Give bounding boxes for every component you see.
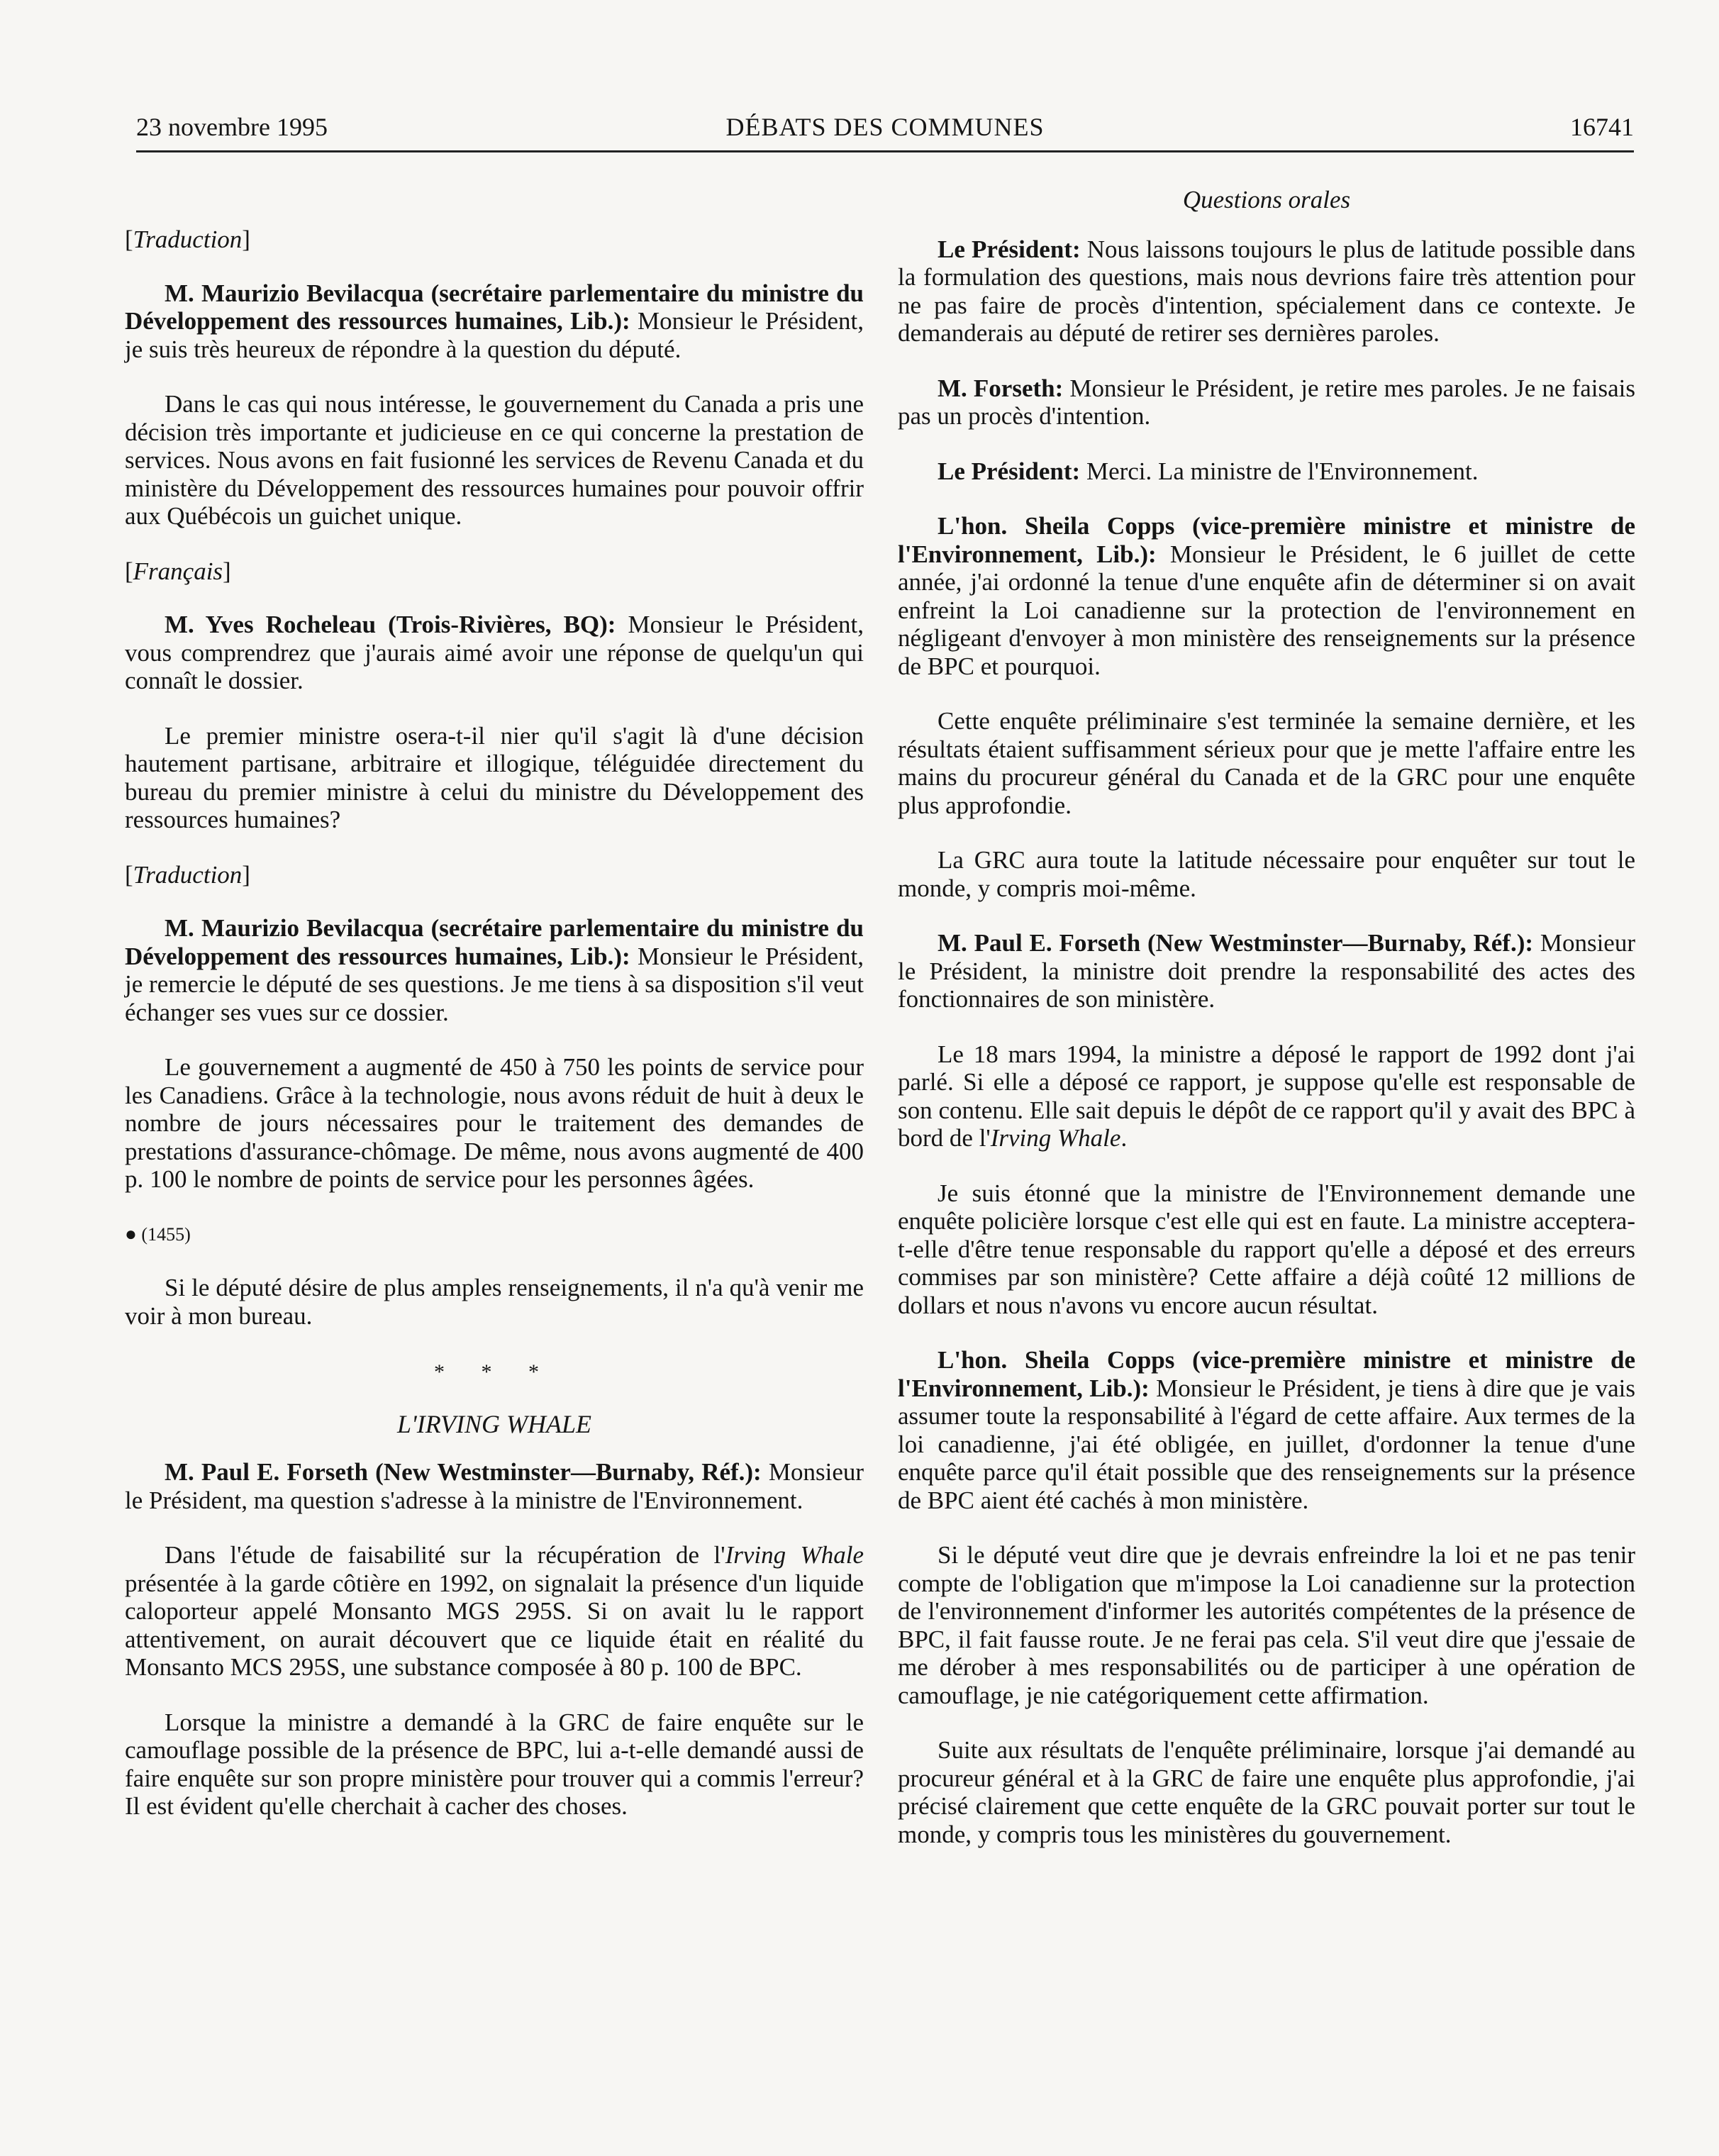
paragraph: Je suis étonné que la ministre de l'Environnement demande une enquête policière lorsque c'est elle qui est en faute. La ministre acceptera-t-elle d'être tenue responsable du rapport qu'elle a déposé et des erreurs commises par son ministère? Cette affaire a déjà coûté 12 millions de dollars et nous n'avons vu encore aucun résultat. <box>898 1179 1635 1319</box>
paragraph: M. Paul E. Forseth (New Westminster—Burnaby, Réf.): Monsieur le Président, ma question s'adresse à la ministre de l'Environnement. <box>125 1458 864 1514</box>
speaker-name: M. Forseth: <box>938 374 1064 402</box>
paragraph: Dans le cas qui nous intéresse, le gouvernement du Canada a pris une décision très importante et judicieuse en ce qui concerne la prestation de services. Nous avons en fait fusionné les services de Revenu Canada et du ministère du Développement des ressources humaines pour pouvoir offrir aux Québécois un guichet unique. <box>125 390 864 530</box>
speaker-name: Le Président: <box>938 235 1081 263</box>
ship-name: Irving Whale <box>725 1541 864 1569</box>
paragraph: Le Président: Nous laissons toujours le plus de latitude possible dans la formulation des questions, mais nous devrions faire très attention pour ne pas faire de procès d'intention, spécialement dans ce contexte. Je demanderais au député de retirer ses dernières paroles. <box>898 235 1635 347</box>
column-heading: Questions orales <box>1182 186 1351 213</box>
speaker-name: M. Paul E. Forseth (New Westminster—Burnaby, Réf.): <box>938 929 1533 957</box>
paragraph: M. Maurizio Bevilacqua (secrétaire parlementaire du ministre du Développement des ressources humaines, Lib.): Monsieur le Président, je suis très heureux de répondre à la question du député. <box>125 279 864 363</box>
paragraph: Si le député désire de plus amples renseignements, il n'a qu'à venir me voir à mon bureau. <box>125 1274 864 1330</box>
header-page-number: 16741 <box>1570 113 1634 141</box>
paragraph: M. Forseth: Monsieur le Président, je retire mes paroles. Je ne faisais pas un procès d'intention. <box>898 374 1635 430</box>
section-separator: * * * <box>434 1360 555 1384</box>
right-column <box>898 186 1635 1875</box>
section-title: L'IRVING WHALE <box>396 1409 592 1438</box>
paragraph: Suite aux résultats de l'enquête préliminaire, lorsque j'ai demandé au procureur général et à la GRC de faire une enquête plus approfondie, j'ai précisé clairement que cette enquête de la GRC pouvait porter sur tout le monde, y compris tous les ministères du gouvernement. <box>898 1736 1635 1848</box>
header-title: DÉBATS DES COMMUNES <box>725 113 1045 141</box>
language-note: [Traduction] <box>125 860 250 889</box>
paragraph: M. Paul E. Forseth (New Westminster—Burnaby, Réf.): Monsieur le Président, la ministre doit prendre la responsabilité des actes des fonctionnaires de son ministère. <box>898 929 1635 1013</box>
speaker-name: L'hon. Sheila Copps (vice-première ministre et ministre de l'Environnement, Lib.): <box>898 1346 1635 1402</box>
language-note: [Français] <box>125 557 231 585</box>
paragraph: Dans l'étude de faisabilité sur la récupération de l'Irving Whale présentée à la garde côtière en 1992, on signalait la présence d'un liquide caloporteur appelé Monsanto MGS 295S. Si on avait lu le rapport attentivement, on aurait découvert que ce liquide était en réalité du Monsanto MCS 295S, une substance composée à 80 p. 100 de BPC. <box>125 1541 864 1681</box>
paragraph: L'hon. Sheila Copps (vice-première ministre et ministre de l'Environnement, Lib.): Monsieur le Président, je tiens à dire que je vais assumer toute la responsabilité à l'égard de cette affaire. Aux termes de la loi canadienne, j'ai été obligée, en juillet, d'ordonner la tenue d'une enquête parce qu'il était possible que des renseignements sur la présence de BPC aient été cachés à mon ministère. <box>898 1346 1635 1514</box>
paragraph: Le Président: Merci. La ministre de l'Environnement. <box>938 457 1479 485</box>
paragraph: Le 18 mars 1994, la ministre a déposé le rapport de 1992 dont j'ai parlé. Si elle a déposé ce rapport, je suppose qu'elle est responsable de son contenu. Elle sait depuis le dépôt de ce rapport qu'il y avait des BPC à bord de l'Irving Whale. <box>898 1040 1635 1152</box>
timestamp: ● (1455) <box>125 1223 191 1245</box>
speaker-name: M. Maurizio Bevilacqua (secrétaire parlementaire du ministre du Développement des ressources humaines, Lib.): <box>125 279 864 335</box>
paragraph: Le gouvernement a augmenté de 450 à 750 les points de service pour les Canadiens. Grâce à la technologie, nous avons réduit de huit à deux le nombre de jours nécessaires pour le traitement des demandes de prestations d'assurance-chômage. De même, nous avons augmenté de 400 p. 100 le nombre de points de service pour les personnes âgées. <box>125 1053 864 1193</box>
paragraph: Lorsque la ministre a demandé à la GRC de faire enquête sur le camouflage possible de la présence de BPC, lui a-t-elle demandé aussi de faire enquête sur son propre ministère pour trouver qui a commis l'erreur? Il est évident qu'elle cherchait à cacher des choses. <box>125 1708 864 1820</box>
paragraph: L'hon. Sheila Copps (vice-première ministre et ministre de l'Environnement, Lib.): Monsieur le Président, le 6 juillet de cette année, j'ai ordonné la tenue d'une enquête afin de déterminer si on avait enfreint la Loi canadienne sur la protection de l'environnement en négligeant d'envoyer à mon ministère des renseignements sur la présence de BPC et pourquoi. <box>898 512 1635 680</box>
speaker-name: L'hon. Sheila Copps (vice-première ministre et ministre de l'Environnement, Lib.): <box>898 512 1635 568</box>
speaker-name: M. Maurizio Bevilacqua (secrétaire parlementaire du ministre du Développement des ressources humaines, Lib.): <box>125 914 864 970</box>
left-column <box>125 186 864 1847</box>
ship-name: Irving Whale <box>990 1124 1121 1152</box>
paragraph: Cette enquête préliminaire s'est terminée la semaine dernière, et les résultats étaient suffisamment sérieux pour que je mette l'affaire entre les mains du procureur général du Canada et de la GRC pour une enquête plus approfondie. <box>898 707 1635 819</box>
bullet-icon: ● <box>125 1223 137 1245</box>
speaker-name: Le Président: <box>938 457 1081 485</box>
speaker-name: M. Yves Rocheleau (Trois-Rivières, BQ): <box>165 611 616 638</box>
page-header <box>136 106 1634 152</box>
paragraph: La GRC aura toute la latitude nécessaire pour enquêter sur tout le monde, y compris moi-même. <box>898 846 1635 902</box>
paragraph: Si le député veut dire que je devrais enfreindre la loi et ne pas tenir compte de l'obligation que m'impose la Loi canadienne sur la protection de l'environnement d'informer les autorités compétentes de la présence de BPC, il fait fausse route. Je ne ferai pas cela. S'il veut dire que j'essaie de me dérober à mes responsabilités ou de participer à une opération de camouflage, je nie catégoriquement cette affirmation. <box>898 1541 1635 1709</box>
paragraph: M. Maurizio Bevilacqua (secrétaire parlementaire du ministre du Développement des ressources humaines, Lib.): Monsieur le Président, je remercie le député de ses questions. Je me tiens à sa disposition s'il veut échanger ses vues sur ce dossier. <box>125 914 864 1026</box>
language-note: [Traduction] <box>125 226 250 253</box>
paragraph: M. Yves Rocheleau (Trois-Rivières, BQ): Monsieur le Président, vous comprendrez que j'aurais aimé avoir une réponse de quelqu'un qui connaît le dossier. <box>125 611 864 694</box>
speaker-name: M. Paul E. Forseth (New Westminster—Burnaby, Réf.): <box>165 1458 762 1486</box>
paragraph: Le premier ministre osera-t-il nier qu'il s'agit là d'une décision hautement partisane, arbitraire et illogique, téléguidée directement du bureau du premier ministre à celui du ministre du Développement des ressources humaines? <box>125 721 864 833</box>
header-date: 23 novembre 1995 <box>136 113 328 141</box>
